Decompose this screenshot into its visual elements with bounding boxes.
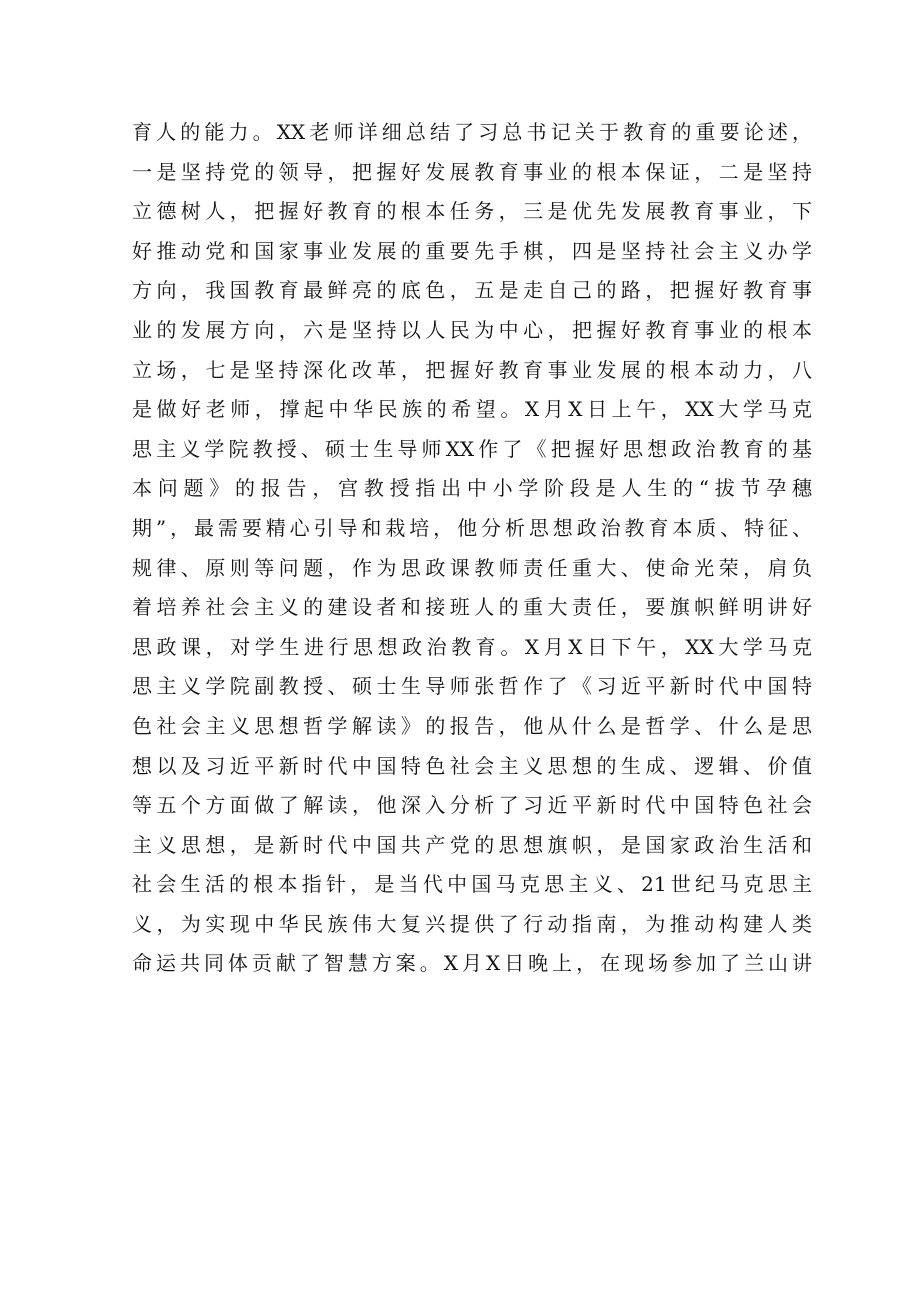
text-line: 思主义学院副教授、硕士生导师张哲作了《习近平新时代中国特 [132, 674, 812, 699]
text-line: 色社会主义思想哲学解读》的报告，他从什么是哲学、什么是思 [132, 713, 812, 738]
text-line: 是做好老师，撑起中华民族的希望。X月X日上午，XX大学马克 [132, 397, 812, 422]
text-line: 立德树人，把握好教育的根本任务，三是优先发展教育事业，下 [132, 199, 812, 224]
text-line: 主义思想，是新时代中国共产党的思想旗帜，是国家政治生活和 [132, 832, 812, 857]
text-line: 期”，最需要精心引导和栽培，他分析思想政治教育本质、特征、 [132, 515, 812, 540]
text-line: 一是坚持党的领导，把握好发展教育事业的根本保证，二是坚持 [132, 159, 812, 184]
text-line: 等五个方面做了解读，他深入分析了习近平新时代中国特色社会 [132, 793, 812, 818]
text-line: 方向，我国教育最鲜亮的底色，五是走自己的路，把握好教育事 [132, 278, 812, 303]
text-line: 义，为实现中华民族伟大复兴提供了行动指南，为推动构建人类 [132, 911, 812, 936]
text-line: 社会生活的根本指针，是当代中国马克思主义、21世纪马克思主 [132, 872, 812, 897]
text-line: 业的发展方向，六是坚持以人民为中心，把握好教育事业的根本 [132, 317, 812, 342]
text-line: 规律、原则等问题，作为思政课教师责任重大、使命光荣，肩负 [132, 555, 812, 580]
text-line: 命运共同体贡献了智慧方案。X月X日晚上，在现场参加了兰山讲 [132, 951, 812, 976]
text-line: 立场，七是坚持深化改革，把握好教育事业发展的根本动力，八 [132, 357, 812, 382]
text-line: 思主义学院教授、硕士生导师XX作了《把握好思想政治教育的基 [132, 436, 812, 461]
text-line: 本问题》的报告，宫教授指出中小学阶段是人生的“拔节孕穗 [132, 476, 812, 501]
text-line: 好推动党和国家事业发展的重要先手棋，四是坚持社会主义办学 [132, 238, 812, 263]
text-line: 育人的能力。XX老师详细总结了习总书记关于教育的重要论述， [132, 120, 812, 144]
body-text [132, 113, 812, 984]
text-line: 思政课，对学生进行思想政治教育。X月X日下午，XX大学马克 [132, 634, 812, 659]
text-line: 想以及习近平新时代中国特色社会主义思想的生成、逻辑、价值 [132, 753, 812, 778]
text-line: 着培养社会主义的建设者和接班人的重大责任，要旗帜鲜明讲好 [132, 595, 812, 620]
